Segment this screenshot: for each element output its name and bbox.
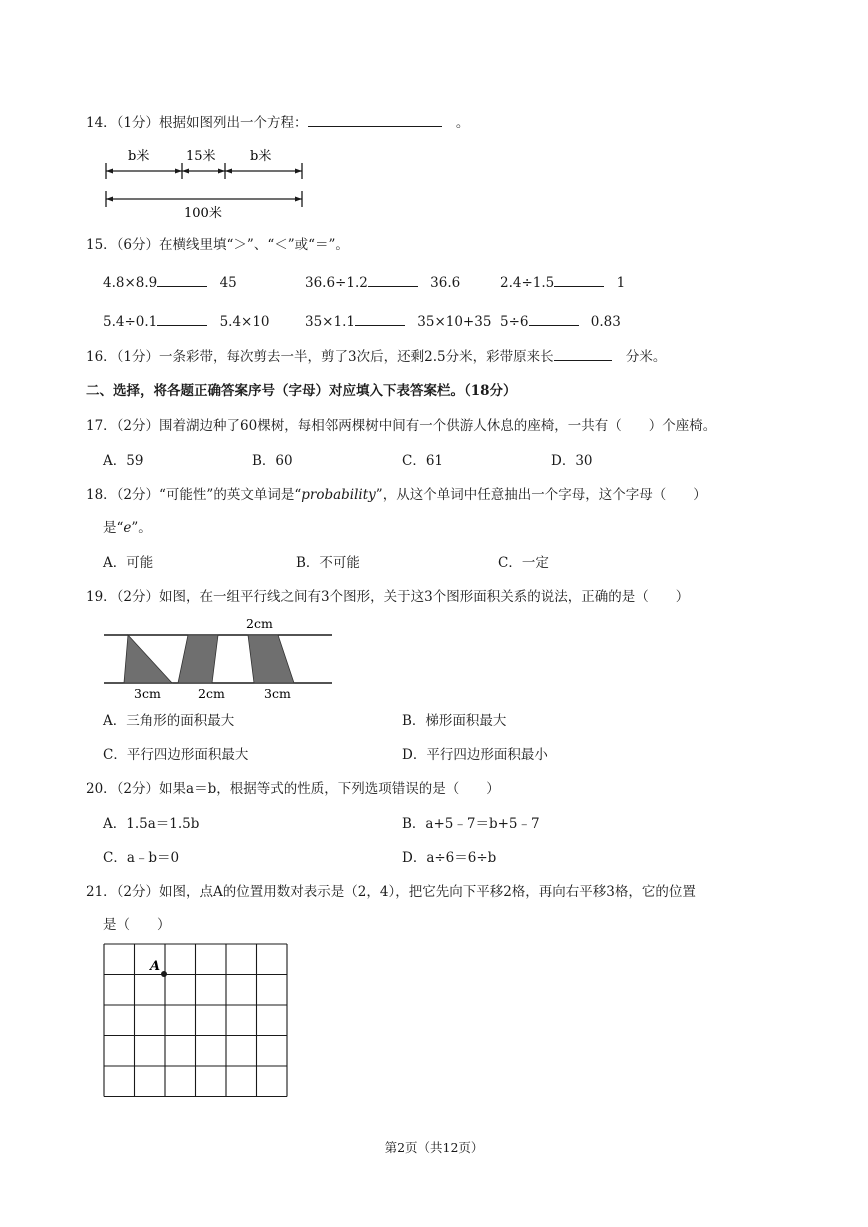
q15-answer-blank[interactable] [529, 311, 579, 326]
q14-seg3-label: b米 [250, 149, 272, 164]
q16-stem-end: 分米。 [625, 349, 667, 365]
q18-line2-letter: e [123, 520, 132, 536]
q17-stem: 17．（2分）围着湖边种了60棵树，每相邻两棵树中间有一个供游人休息的座椅，一共有（ ）个座椅。 [86, 418, 717, 434]
q14-seg2-label: 15米 [186, 149, 216, 164]
q20-stem: 20．（2分）如果a＝b，根据等式的性质，下列选项错误的是（ ） [86, 781, 500, 797]
q21-stem: 21．（2分）如图，点A的位置用数对表示是（2，4），把它先向下平移2格，再向右平移3格，它的位置 [86, 884, 696, 900]
q14-segment-figure [100, 143, 310, 223]
q15-item-right: 35×10+35 [417, 314, 492, 330]
q19-bottom-label: 2cm [198, 686, 225, 701]
parallelogram-shape [248, 635, 294, 683]
q15-item-left: 35×1.1 [305, 314, 355, 330]
q15-item-left: 2.4÷1.5 [500, 275, 555, 291]
q20-option[interactable]: A．1.5a＝1.5b [103, 816, 200, 832]
q15-item [305, 272, 460, 293]
q17-option[interactable]: A．59 [103, 453, 144, 469]
section-title: 二、选择，将各题正确答案序号（字母）对应填入下表答案栏。（18分） [86, 383, 517, 399]
q14-stem-end: 。 [455, 115, 470, 131]
q21-stem-line2: 是（ ） [103, 917, 171, 933]
q15-item-right: 36.6 [430, 275, 461, 291]
q18-option[interactable]: B．不可能 [296, 555, 360, 571]
q15-item-right: 5.4×10 [219, 314, 270, 330]
q19-option[interactable]: C．平行四边形面积最大 [103, 747, 249, 763]
q14-stem-text: 14．（1分）根据如图列出一个方程： [86, 115, 308, 131]
q20-option[interactable]: C．a﹣b＝0 [103, 850, 180, 866]
q16-answer-blank[interactable] [554, 346, 612, 361]
q15-item [305, 311, 491, 332]
q15-item-left: 5÷6 [500, 314, 529, 330]
q16-stem [86, 346, 666, 367]
q15-answer-blank[interactable] [157, 272, 207, 287]
q18-line2-text: 是“ [103, 520, 124, 536]
q17-option[interactable]: B．60 [252, 453, 293, 469]
q18-stem [86, 485, 707, 505]
q15-item [103, 272, 237, 293]
q15-answer-blank[interactable] [355, 311, 405, 326]
q14-seg1-label: b米 [128, 149, 150, 164]
q16-stem-text: 16．（1分）一条彩带，每次剪去一半，剪了3次后，还剩2.5分米，彩带原来长 [86, 349, 554, 365]
q14-stem [86, 112, 469, 133]
q19-bottom-label: 3cm [134, 686, 161, 701]
q18-stem-text: 18．（2分）“可能性”的英文单词是“ [86, 487, 302, 503]
q19-option[interactable]: A．三角形的面积最大 [103, 713, 235, 729]
q18-option[interactable]: A．可能 [103, 555, 154, 571]
trapezoid-shape [178, 635, 218, 683]
q15-item-right: 45 [219, 275, 237, 291]
q15-item-left: 5.4÷0.1 [103, 314, 158, 330]
triangle-shape [124, 635, 172, 683]
q14-answer-blank[interactable] [308, 112, 442, 127]
q20-option[interactable]: D．a÷6＝6÷b [402, 850, 497, 866]
q15-item-right: 0.83 [590, 314, 621, 330]
q14-total-label: 100米 [184, 206, 222, 221]
q18-stem-tail: ”，从这个单词中任意抽出一个字母，这个字母（ ） [375, 487, 707, 503]
point-a-marker [161, 971, 167, 977]
q19-stem: 19．（2分）如图，在一组平行线之间有3个图形，关于这3个图形面积关系的说法，正确的是（ ） [86, 589, 690, 605]
q15-answer-blank[interactable] [554, 272, 604, 287]
q15-answer-blank[interactable] [368, 272, 418, 287]
q18-stem-word: probability [301, 487, 376, 503]
q15-item-left: 36.6÷1.2 [305, 275, 368, 291]
q19-option[interactable]: B．梯形面积最大 [402, 713, 507, 729]
q18-stem-line2 [103, 518, 152, 538]
q20-option[interactable]: B．a+5﹣7＝b+5﹣7 [402, 816, 540, 832]
point-a-label: A [150, 959, 161, 974]
q19-option[interactable]: D．平行四边形面积最小 [402, 747, 548, 763]
q17-option[interactable]: C．61 [402, 453, 444, 469]
q15-item [500, 311, 621, 332]
q18-line2-tail: ”。 [131, 520, 152, 536]
q17-option[interactable]: D．30 [551, 453, 593, 469]
q21-grid-figure [100, 940, 294, 1102]
q19-bottom-label: 3cm [264, 686, 291, 701]
q15-item [500, 272, 625, 293]
q18-option[interactable]: C．一定 [498, 555, 549, 571]
q15-item [103, 311, 270, 332]
q15-answer-blank[interactable] [157, 311, 207, 326]
page-footer: 第2页（共12页） [384, 1140, 484, 1155]
q15-stem: 15．（6分）在横线里填“＞”、“＜”或“＝”。 [86, 237, 349, 253]
q19-top-label: 2cm [246, 616, 273, 631]
q15-item-right: 1 [616, 275, 626, 291]
q19-parallel-figure [100, 611, 340, 703]
q15-item-left: 4.8×8.9 [103, 275, 158, 291]
